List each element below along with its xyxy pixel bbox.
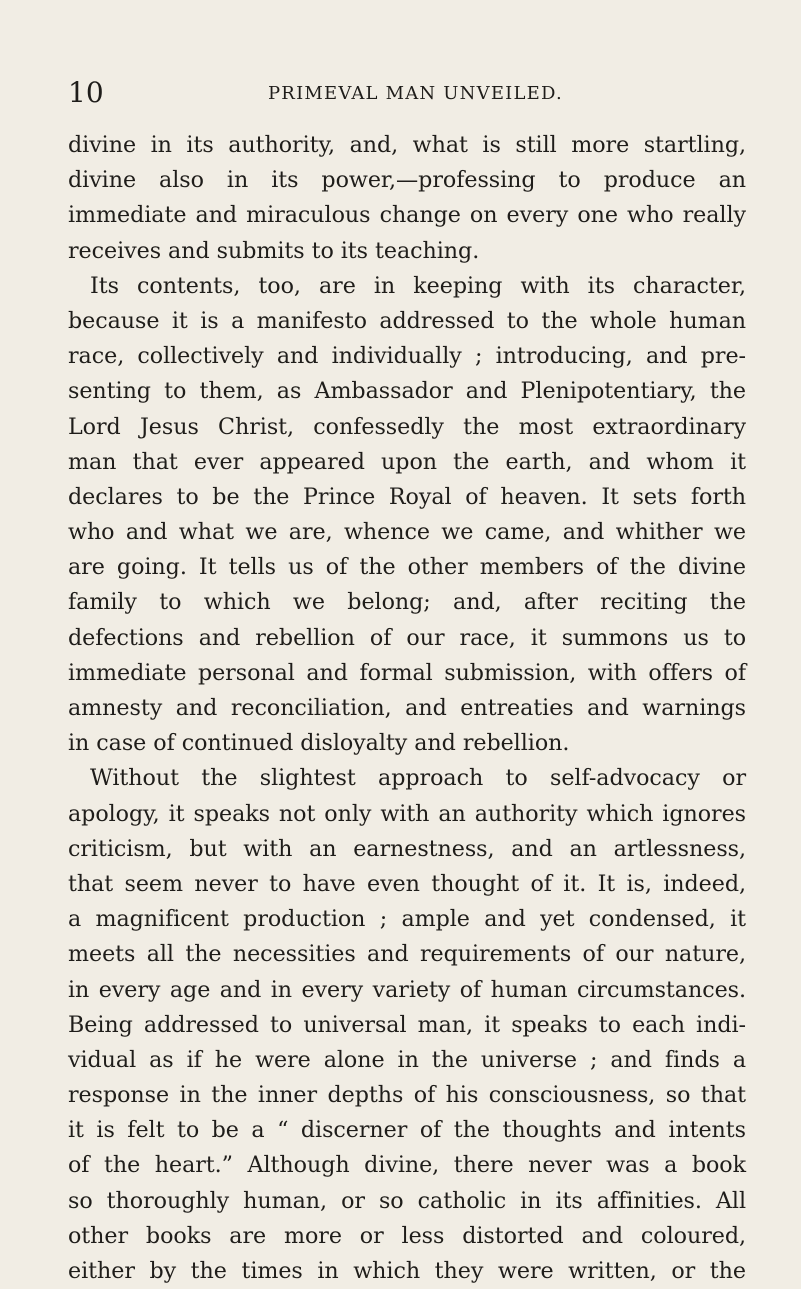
text-line: vidual as if he were alone in the universe ; and finds a [68,1046,746,1073]
text-line: divine in its authority, and, what is still more startling, [68,132,746,158]
text-line: so thoroughly human, or so catholic in its affinities. All [68,1187,746,1214]
text-line: who and what we are, whence we came, and whither we [68,519,746,546]
body-text [68,128,746,1289]
text-line: apology, it speaks not only with an authority which ignores [68,800,746,827]
text-line: meets all the necessities and requirements of our nature, [68,941,746,968]
text-line: man that ever appeared upon the earth, and whom it [68,448,746,475]
text-line: senting to them, as Ambassador and Plenipotentiary, the [68,378,746,405]
running-head [68,78,746,108]
text-line: it is felt to be a “ discerner of the thoughts and intents [68,1117,746,1144]
page-number: 10 [68,76,104,109]
text-line: amnesty and reconciliation, and entreaties and warnings [68,695,746,721]
text-line: that seem never to have even thought of it. It is, indeed, [68,870,746,897]
text-line: Without the slightest approach to self-advocacy or [90,765,746,792]
text-line: receives and submits to its teaching. [68,237,480,264]
text-line: in case of continued disloyalty and rebellion. [68,730,570,757]
text-line: Lord Jesus Christ, confessedly the most extraordinary [68,413,746,440]
text-line: other books are more or less distorted and coloured, [68,1222,746,1249]
text-line: defections and rebellion of our race, it summons us to [68,624,746,651]
text-line: are going. It tells us of the other members of the divine [68,554,746,581]
text-line: Being addressed to universal man, it speaks to each indi- [68,1011,746,1038]
text-line: a magnificent production ; ample and yet condensed, it [68,906,746,933]
text-line: of the heart.” Although divine, there never was a book [68,1152,746,1179]
text-line: response in the inner depths of his consciousness, so that [68,1082,746,1109]
text-line: immediate personal and formal submission, with offers of [68,659,746,686]
text-line: immediate and miraculous change on every one who really [68,202,746,229]
text-line: criticism, but with an earnestness, and an artlessness, [68,835,746,862]
text-line: divine also in its power,—professing to produce an [68,167,746,194]
text-line: because it is a manifesto addressed to the whole human [68,307,746,334]
text-line: either by the times in which they were written, or the [68,1258,746,1284]
text-line: race, collectively and individually ; introducing, and pre- [68,343,746,370]
text-line: family to which we belong; and, after reciting the [68,589,746,616]
text-line: declares to be the Prince Royal of heaven. It sets forth [68,483,746,510]
text-line: Its contents, too, are in keeping with its character, [90,272,746,299]
text-line: in every age and in every variety of human circumstances. [68,976,746,1003]
running-title: PRIMEVAL MAN UNVEILED. [268,83,563,104]
